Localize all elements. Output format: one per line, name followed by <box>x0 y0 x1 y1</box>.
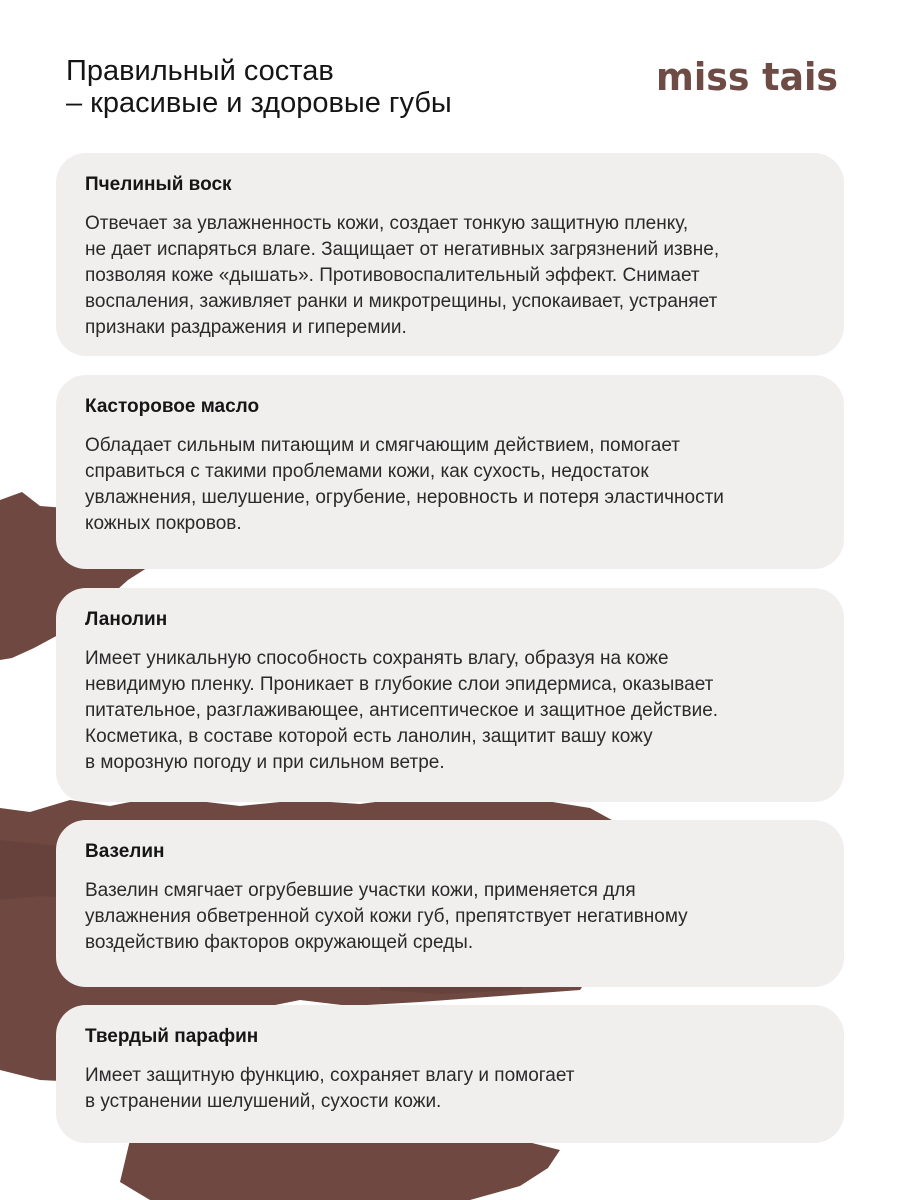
lipstick-smear-bottom <box>120 1134 560 1200</box>
ingredient-title: Ланолин <box>85 609 168 630</box>
ingredient-description: Обладает сильным питающим и смягчающим действием, помогает справиться с такими проблемами кожи, как сухость, недостаток увлажнения, шелушение, огрубение, неровность и потеря эластичности кожных покровов. <box>85 435 724 534</box>
title-line-2: – красивые и здоровые губы <box>66 87 452 119</box>
ingredient-description: Имеет уникальную способность сохранять влагу, образуя на коже невидимую пленку. Проникает в глубокие слои эпидермиса, оказывает питательное, разглаживающее, антисептическое и защитное действие. Косметика, в составе которой есть ланолин, защитит вашу кожу в морозную погоду и при сильном ветре. <box>85 648 719 773</box>
title-line-1: Правильный состав <box>66 55 334 87</box>
page-title <box>66 55 452 119</box>
ingredient-description: Вазелин смягчает огрубевшие участки кожи, применяется для увлажнения обветренной сухой кожи губ, препятствует негативному воздействию факторов окружающей среды. <box>85 880 688 953</box>
ingredient-title: Пчелиный воск <box>85 174 232 195</box>
brand-logo <box>656 54 838 100</box>
ingredient-title: Твердый парафин <box>85 1026 259 1047</box>
ingredient-description: Отвечает за увлажненность кожи, создает тонкую защитную пленку, не дает испаряться влаге. Защищает от негативных загрязнений извне, позволяя коже «дышать». Противовоспалительный эффект. Снимает воспаления, заживляет ранки и микротрещины, успокаивает, устраняет признаки раздражения и гиперемии. <box>85 213 720 338</box>
ingredient-card-castor-oil <box>56 375 844 569</box>
ingredient-description: Имеет защитную функцию, сохраняет влагу и помогает в устранении шелушений, сухости кожи. <box>85 1065 575 1112</box>
ingredient-title: Касторовое масло <box>85 396 260 417</box>
ingredient-card-beeswax <box>56 153 844 356</box>
ingredient-card-lanolin <box>56 588 844 802</box>
ingredient-title: Вазелин <box>85 841 165 862</box>
ingredient-card-paraffin <box>56 1005 844 1143</box>
svg-text:miss tais: miss tais <box>656 55 838 99</box>
ingredient-card-vaseline <box>56 820 844 987</box>
